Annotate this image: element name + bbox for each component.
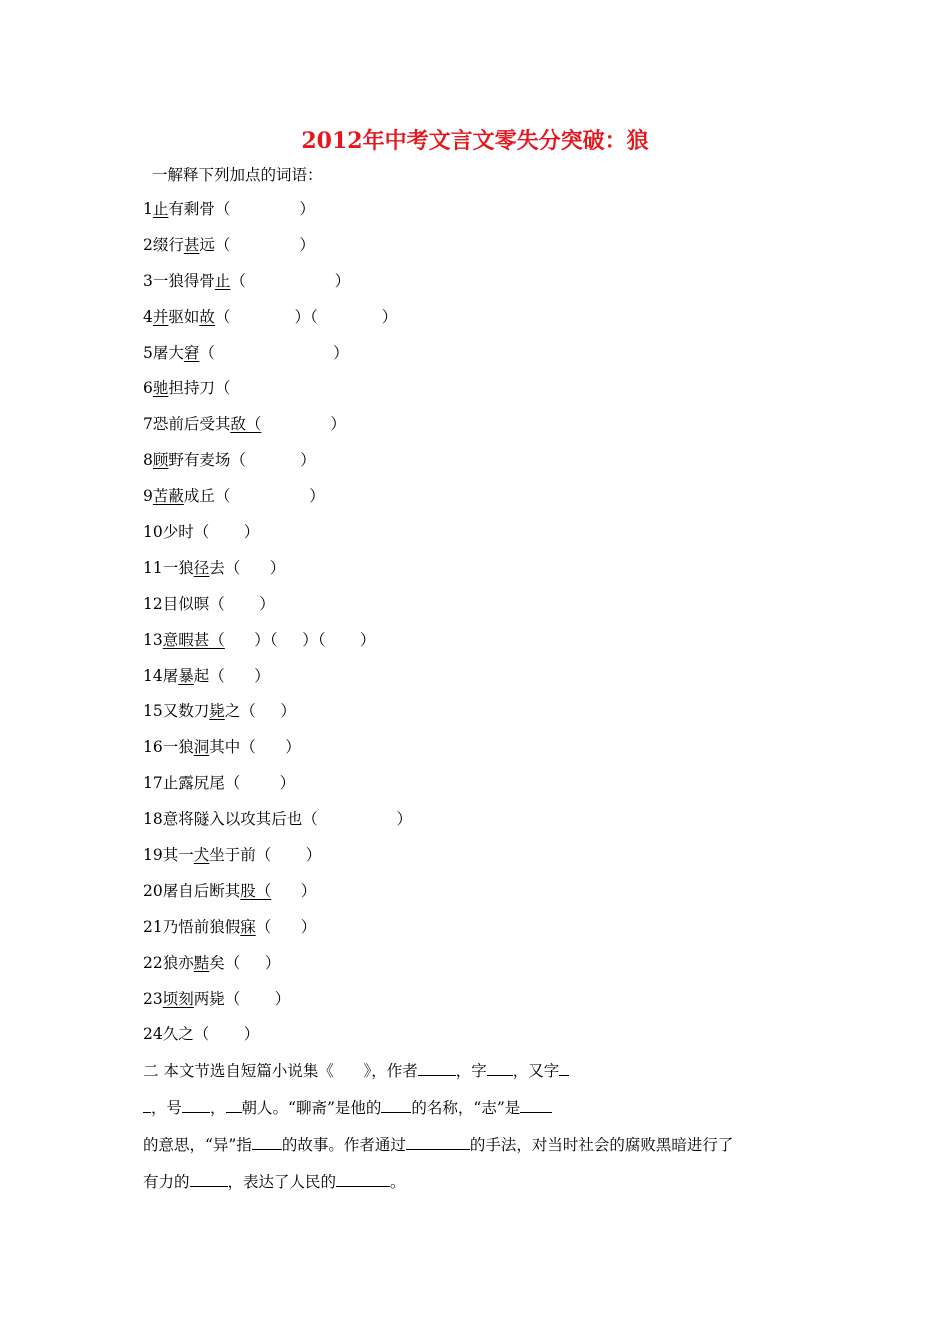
list-item: 16一狼洞其中（ ）: [143, 738, 301, 757]
fill-blank: [381, 1095, 411, 1113]
list-item: 1止有剩骨（ ）: [143, 200, 315, 218]
vocabulary-list: [143, 197, 412, 1058]
list-item: 19其一犬坐于前（ ）: [143, 846, 322, 865]
list-item: 8顾野有麦场（ ）: [143, 451, 316, 470]
paragraph-line: 有力的 ，表达了人民的 。: [143, 1169, 813, 1206]
list-item: 21乃悟前狼假寐（ ）: [143, 917, 317, 936]
fill-blank: [143, 1095, 151, 1113]
fill-blank: [520, 1095, 552, 1113]
section-two-paragraph: [143, 1058, 813, 1206]
paragraph-line: ，号 ， 朝人。“聊斋”是他的 的名称，“志”是: [143, 1095, 813, 1132]
fill-blank: [406, 1132, 470, 1150]
fill-blank: [487, 1058, 513, 1076]
fill-blank: [190, 1169, 228, 1187]
list-item: 3一狼得骨止（ ）: [143, 271, 351, 290]
paragraph-line: 二 本文节选自短篇小说集《 》，作者 ，字 ，又字: [143, 1058, 813, 1095]
list-item: 24久之（ ）: [143, 1025, 260, 1044]
fill-blank: [559, 1058, 569, 1076]
list-item: 15又数刀毙之（ ）: [143, 702, 296, 721]
list-item: 5屠大窘（ ）: [143, 343, 349, 362]
list-item: 11一狼径去（ ）: [143, 558, 286, 577]
list-item: 2缀行甚远（ ）: [143, 235, 315, 254]
list-item: 20屠自后断其股（ ）: [143, 881, 317, 900]
fill-blank: [418, 1058, 456, 1076]
list-item: 23顷刻两毙（ ）: [143, 989, 291, 1008]
list-item: 12目似暝（ ）: [143, 594, 275, 613]
list-item: 14屠暴起（ ）: [143, 666, 270, 685]
list-item: 17止露尻尾（ ）: [143, 774, 296, 793]
list-item: 9苫蔽成丘（ ）: [143, 487, 325, 506]
fill-blank: [226, 1095, 242, 1113]
list-item: 22狼亦黠矣（ ）: [143, 953, 281, 972]
list-item: 10少时（ ）: [143, 523, 260, 542]
list-item: 6驰担持刀（: [143, 379, 231, 398]
list-item: 7恐前后受其敌（ ）: [143, 415, 346, 434]
list-item: 4并驱如故（ ）（ ）: [143, 307, 398, 326]
list-item: 18意将隧入以攻其后也（ ）: [143, 810, 413, 829]
fill-blank: [336, 1169, 390, 1187]
paragraph-line: 的意思，“异”指 的故事。作者通过 的手法，对当时社会的腐败黑暗进行了: [143, 1132, 813, 1169]
page-title: 2012年中考文言文零失分突破：狼: [301, 128, 649, 154]
list-item: 13意暇甚（ ）（ ）（ ）: [143, 630, 376, 649]
fill-blank: [252, 1132, 282, 1150]
section-one-heading: 一解释下列加点的词语：: [152, 166, 323, 184]
fill-blank: [182, 1095, 210, 1113]
